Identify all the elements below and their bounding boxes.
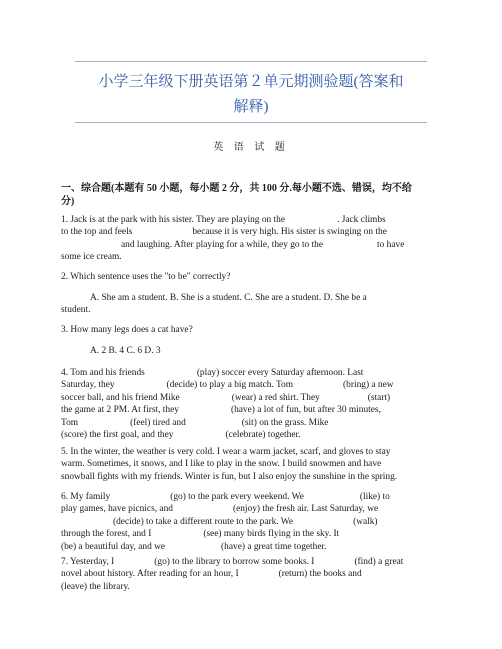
question-4: 4. Tom and his friends (play) soccer every Saturday afternoon. Last Saturday, they (decide) to play a big match. Tom (bring) a new soccer ball, and his friend Mike (wear) a red shirt. They (start) the game at 2 PM. At first, they (have) a lot of fun, but after 30 minutes, Tom (feel) tired and (sit) on the grass. Mike (score) the first goal, and they (celebrate) together. [61,368,394,441]
section-line-2: 分) [61,196,75,207]
question-7: 7. Yesterday, I (go) to the library to borrow some books. I (find) a great novel about history. After reading for an hour, I (return) the books and (leave) the library. [61,557,404,592]
question-2: 2. Which sentence uses the "to be" correctly? [61,272,231,282]
question-5: 5. In the winter, the weather is very cold. I wear a warm jacket, scarf, and gloves to stay warm. Sometimes, it snows, and I like to play in the snow. I build snowmen and have snowball fights with my friends. Winter is fun, but I also enjoy the sunshine in the spring. [61,447,398,482]
question-1: 1. Jack is at the park with his sister. They are playing on the . Jack climbs to the top and feels because it is very high. His sister is swinging on the and laughing. After playing for a while, they go to the to have some ice cream. [61,215,405,263]
question-2-options: A. She am a student. B. She is a student. C. She are a student. D. She be a student. [61,293,367,316]
top-divider [75,61,427,62]
question-3: 3. How many legs does a cat have? [61,325,193,335]
title-line-2: 解释) [233,99,269,115]
title-line-1: 小学三年级下册英语第２单元期测验题(答案和 [98,74,404,90]
question-3-options: A. 2 B. 4 C. 6 D. 3 [90,346,161,356]
page-title [60,70,442,120]
exam-subtitle: 英 语 试 题 [213,142,289,153]
question-6: 6. My family (go) to the park every weekend. We (like) to play games, have picnics, and (enjoy) the fresh air. Last Saturday, we (decide) to take a different route to the park. We (walk) through the forest, and I (see) many birds flying in the sky. It (be) a beautiful day, and we (have) a great time together. [61,492,390,552]
section-heading [61,182,441,208]
title-divider [75,122,427,123]
section-line-1: 一、综合题(本题有 50 小题，每小题 2 分，共 100 分.每小题不选、错误，均不给 [61,183,412,194]
